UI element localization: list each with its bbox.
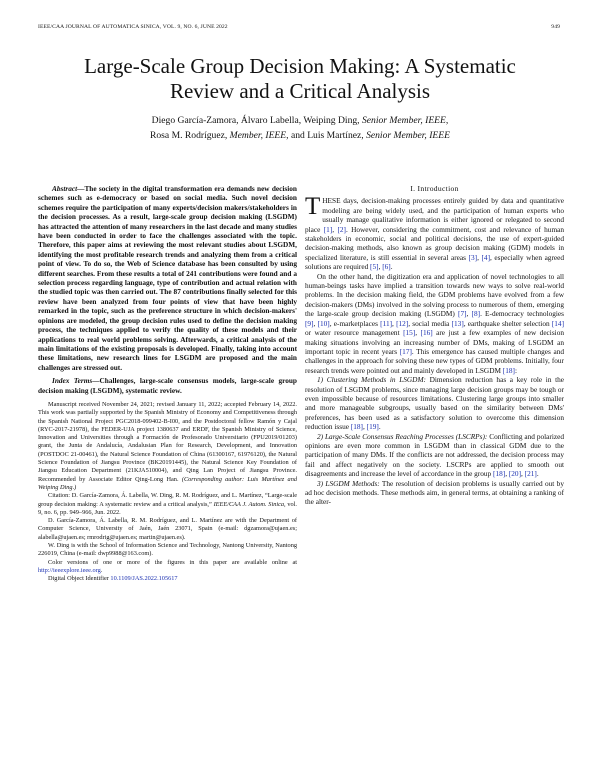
- sep: ,: [378, 262, 383, 272]
- abstract: [38, 184, 297, 372]
- doi-link[interactable]: 10.1109/JAS.2022.105617: [110, 575, 178, 583]
- sep: ,: [521, 469, 525, 479]
- subsection-lscrp-title: 2) Large-Scale Consensus Reaching Processes (LSCRPs):: [317, 431, 488, 441]
- ref-2[interactable]: [2]: [337, 224, 346, 234]
- ref-12[interactable]: [12]: [396, 318, 409, 328]
- title-line-2: Review and a Critical Analysis: [169, 79, 431, 103]
- ref-10[interactable]: [10]: [317, 318, 330, 328]
- p1-text-a: HESE days, decision-making processes entirely guided by data and quantitative modeling are being widely used, and the participation of human experts who usually manage qualitative information is either ignored or relegated to second place: [305, 196, 564, 234]
- footnote-funding-text: Manuscript received November 24, 2021; revised January 11, 2022; accepted February 14, 2022. This work was partially supported by the Spanish Ministry of Economy and Competitiveness through the Spanish National Project PGC2018-099402-B-I00, and the Postdoctoral fellow Ramón y Cajal (RYC-2017-21978), the FEDER-UJA project 1380637 and ERDF, the Spanish Ministry of Science, Innovation and Universities through a Formación de Profesorado Universitario (FPU2019/01203) grant, the Junta de Andalucía, Andalusian Plan for Research, Development, and Innovation (POSTDOC 21-00461), the Natural Science Foundation of China (61300167, 61976120), the Natural Science Foundation of Jiangsu Province (BK20191445), the Natural Science Key Foundation of Jiangsu Education Department (21KJA510004), and Qing Lan Project of Jiangsu Province. Recommended by Associate Editor Qing-Long Han.: [38, 400, 297, 483]
- p2-text-c: , e-marketplaces: [329, 318, 381, 328]
- p2-text-b: . E-democracy technologies: [480, 309, 564, 319]
- p4-end: .: [536, 469, 539, 479]
- abstract-text: —The society in the digital transformation era demands new decision schemes such as e-democracy or based on social media. Such novel decision schemes require the participation of many experts/decision makers/stakeholders in the decision processes. As a result, large-scale group decision making (LSGDM) has attracted the attention of many researchers in the last decade and many studies have been conducted in order to face the challenges associated with the topic. Therefore, this paper aims at reviewing the most relevant studies about LSGDM, identifying the most profitable research trends and analyzing them from a critical point of view. To do so, the Web of Science database has been consulted by using different searches. From these results a total of 241 contributions were found and a selection process regarding language, type of contribution and actual relation with the studied topic was then carried out. The 87 contributions finally selected for this review have been analyzed from four points of view that have been highly remarked in the topic, such as the preference structure in which decision-makers' opinions are modeled, the group decision rules used to define the decision making process, the techniques applied to verify the quality of these models and their applications to real world problems solving. Afterwards, a critical analysis of the main limitations of the existing proposals is developed. Finally, taking into account these limitations, new research lines for LSGDM are proposed and the main challenges are stressed out.: [38, 184, 297, 372]
- section-heading: [305, 184, 564, 193]
- index-terms-lead: Index Terms: [52, 376, 93, 386]
- p2-text-h: . This emergence has caused multiple changes and challenges in the approach for solving these new types of GDM problems. Initially, four research trends were pointed out and mainly developed in LSGDM: [305, 346, 564, 375]
- intro-paragraph-1: [305, 193, 565, 272]
- sep: ,: [505, 469, 509, 479]
- ref-18c[interactable]: [18]: [493, 469, 506, 479]
- citation-suffix: , vol. 9, no. 6, pp. 949–966, Jun. 2022.: [38, 500, 297, 516]
- intro-paragraph-5: [305, 479, 564, 507]
- ref-4[interactable]: [4]: [481, 252, 490, 262]
- author-role-1: Senior Member, IEEE,: [361, 115, 449, 126]
- p1-text-b: . However, considering the commitment, cost and relevance of human stakeholders in economic, social and political decisions, the use of expert-guided decision-making methods, also known as group decision making (GDM) models in specialized literature, is still essential in several areas: [305, 224, 565, 262]
- p2-text-e: , earthquake shelter selection: [463, 318, 552, 328]
- ref-9[interactable]: [9]: [305, 318, 314, 328]
- sep: ,: [477, 252, 482, 262]
- drop-cap: T: [305, 193, 321, 221]
- ref-14[interactable]: [14]: [551, 318, 565, 328]
- ref-18[interactable]: [18]: [502, 365, 515, 375]
- author-list: [40, 113, 560, 143]
- footnote-funding: [38, 401, 297, 492]
- left-column: [38, 184, 297, 583]
- ref-16[interactable]: [16]: [420, 328, 433, 338]
- intro-paragraph-3: [305, 375, 564, 431]
- paper-title: [40, 54, 560, 104]
- corresponding-author: (Corresponding author: Luis Martínez and Weiping Ding.): [38, 475, 297, 491]
- sep: ,: [313, 318, 318, 328]
- ref-7[interactable]: [7]: [458, 309, 467, 319]
- footnote-affiliation-2: W. Ding is with the School of Information Science and Technology, Nantong University, Nantong 226019, China (e-mail: dwp9988@163.com).: [38, 541, 297, 558]
- p2-end: :: [514, 365, 517, 375]
- author-role-2: Member, IEEE,: [229, 130, 289, 141]
- subsection-clustering-title: 1) Clustering Methods in LSGDM:: [317, 375, 426, 385]
- p1-end: .: [390, 262, 393, 272]
- index-terms-text: —Challenges, large-scale consensus models, large-scale group decision making (LSGDM), systematic review.: [38, 376, 297, 395]
- section-title: Introduction: [417, 184, 459, 193]
- page-number: 949: [551, 24, 560, 30]
- author-and: and Luis Martínez,: [288, 130, 367, 141]
- journal-header: IEEE/CAA JOURNAL OF AUTOMATICA SINICA, VOL. 9, NO. 6, JUNE 2022: [38, 24, 228, 30]
- ref-1[interactable]: [1]: [323, 224, 333, 234]
- author-line-2: [40, 128, 560, 143]
- section-number: I.: [410, 184, 418, 193]
- p3-end: .: [378, 422, 381, 432]
- p2-text-f: or water resource management: [305, 328, 404, 338]
- sep: ,: [362, 422, 367, 432]
- footnote-color-versions: [38, 559, 297, 576]
- subsection-methods-title: 3) LSGDM Methods:: [317, 478, 380, 488]
- sep: ,: [392, 318, 397, 328]
- p5-text: The resolution of decision problems is usually carried out by ad hoc decision methods. These methods aim, in general terms, at obtaining a ranking of the alter-: [305, 478, 564, 507]
- ref-6[interactable]: [6]: [382, 262, 391, 272]
- ref-11[interactable]: [11]: [380, 318, 393, 328]
- intro-paragraph-4: [305, 432, 564, 479]
- p2-text-g: are just a few examples of new decision making situations involving an increasing number of DMs, making of LSGDM an important topic in recent years: [305, 328, 564, 356]
- sep: ,: [466, 309, 472, 319]
- ref-21[interactable]: [21]: [524, 469, 537, 479]
- p3-text: Dimension reduction has a key role in the resolution of LSGDM problems, since managing large decision groups may be tough or even impossible because of resources limitations. Clustering large groups into smaller and more manageable subgroups, usually based on the similarity between DMs' preferences, has been used as a satisfactory solution to overcome this dimension reduction issue: [305, 375, 565, 432]
- color-versions-end: .: [100, 566, 103, 574]
- index-terms: [38, 376, 297, 395]
- ref-15[interactable]: [15]: [403, 328, 416, 338]
- ref-8[interactable]: [8]: [471, 309, 481, 319]
- author-line-1: [40, 113, 560, 128]
- intro-paragraph-2: [305, 272, 564, 375]
- sep: ,: [415, 328, 421, 338]
- footnote-affiliation-1: D. García-Zamora, Á. Labella, R. M. Rodríguez, and L. Martínez are with the Department of Computer Science, University of Jaén, Jaén 23071, Spain (e-mail: dgzamora@ujaen.es; alabella@ujaen.es; rmrodrig@ujaen.es; martin@ujaen.es).: [38, 517, 297, 541]
- ieeexplore-link[interactable]: http://ieeexplore.ieee.org: [38, 566, 101, 574]
- ref-5[interactable]: [5]: [370, 262, 379, 272]
- author-role-3: Senior Member, IEEE: [366, 130, 450, 141]
- sep: ,: [332, 224, 338, 234]
- doi-label: Digital Object Identifier: [48, 575, 111, 583]
- ref-3[interactable]: [3]: [468, 252, 478, 262]
- title-line-1: Large-Scale Group Decision Making: A Systematic: [84, 54, 516, 78]
- ref-20[interactable]: [20]: [508, 469, 522, 479]
- abstract-lead: Abstract: [52, 184, 78, 193]
- ref-18b[interactable]: [18]: [350, 422, 363, 432]
- author-names-1: Diego García-Zamora, Álvaro Labella, Weiping Ding,: [151, 115, 362, 126]
- citation-prefix: Citation: D. García-Zamora, Á. Labella, W. Ding, R. M. Rodríguez, and L. Martínez, “Large-scale group decision making: A systematic review and a critical analysis,”: [38, 492, 297, 508]
- color-versions-text: Color versions of one or more of the figures in this paper are available online at: [48, 558, 297, 566]
- p4-text: Conflicting and polarized opinions are even more common in LSGDM than in classical GDM due to the participation of many DMs. If the conflicts are not addressed, the decision process may fail and affect negatively on the society. LSCRPs are applied to smooth out disagreements and increase the level of accordance in the group: [305, 431, 564, 479]
- ref-19[interactable]: [19]: [366, 422, 379, 432]
- ref-13[interactable]: [13]: [451, 318, 464, 328]
- ref-17[interactable]: [17]: [399, 346, 412, 356]
- footnote-citation: [38, 492, 297, 517]
- p2-text-a: On the other hand, the digitization era and application of novel technologies to all human-beings tasks have implied a transition towards new ways to solve real-world problems. In the decision making field, the GDM problems have evolved from a few decision-makers (DMs) involved in the solving process to numerous of them, emerging the large-scale group decision making (LSGDM): [305, 271, 564, 319]
- p2-text-d: , social media: [408, 318, 452, 328]
- right-column: [305, 184, 564, 507]
- citation-journal: IEEE/CAA J. Autom. Sinica: [213, 500, 285, 508]
- author-names-2: Rosa M. Rodríguez,: [149, 130, 230, 141]
- footnote-doi: [38, 575, 297, 583]
- p1-text-c: , especially when agreed solutions are required: [305, 252, 565, 272]
